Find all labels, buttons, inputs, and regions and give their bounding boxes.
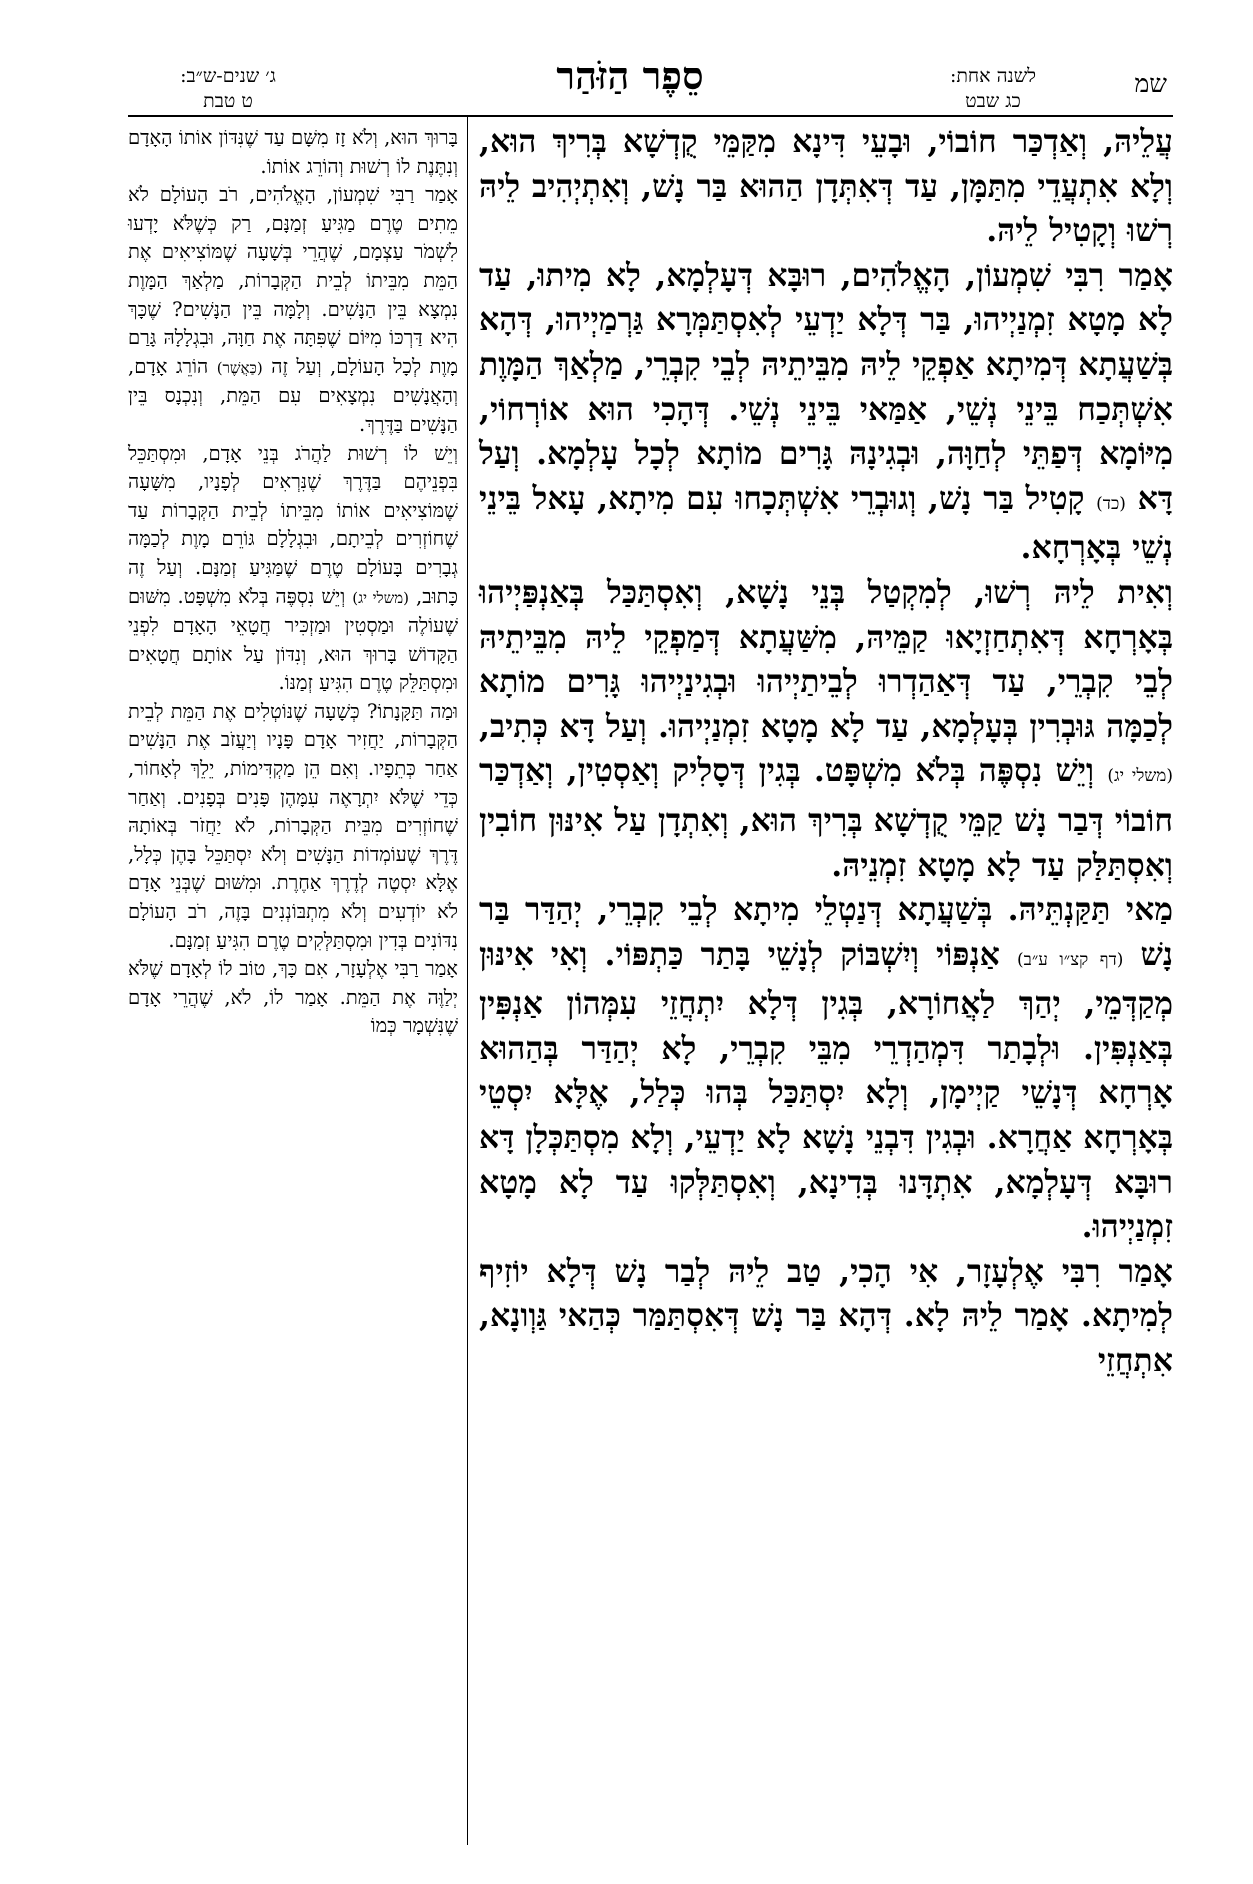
- book-title: סֵפֶר הַזֹּהַר: [556, 53, 704, 98]
- translation-text: אָמַר רַבִּי שִׁמְעוֹן, הָאֱלֹהִים, רֹב הָעוֹלָם לֹא מֵתִים טֶרֶם מַגִּיעַ זְמַנָּם, רַק כְּשֶׁלֹּא יָדְעוּ לִשְׁמֹר עַצְמָם, שֶׁהֲרֵי בְּשָׁעָה שֶׁמּוֹצִיאִים אֶת הַמֵּת מִבֵּיתוֹ לְבֵית הַקְּבָרוֹת, מַלְאַךְ הַמָּוֶת נִמְצָא בֵּין הַנָּשִׁים. וְלָמָּה בֵּין הַנָּשִׁים? שֶׁכָּךְ הִיא דַּרְכּוֹ מִיּוֹם שֶׁפִּתָּה אֶת חַוָּה, וּבִגְלָלָהּ גָּרַם מָוֶת לְכָל הָעוֹלָם, וְעַל זֶה: [128, 183, 459, 378]
- main-text: וְיֵשׁ נִסְפֶּה בְּלֹא מִשְׁפָּט. בְּגִין דְּסָלִיק וְאַסְטִין, וְאַדְכַּר חוֹבוֹי דְּבַר נָשׁ קַמֵּי קֻדְשָׁא בְּרִיךְ הוּא, וְאִתְדָן עַל אִינּוּן חוֹבִין וְאִסְתַּלַּק עַד לָא מָטָא זִמְנֵיהּ.: [479, 752, 1173, 884]
- translation-text: בָּרוּךְ הוּא, וְלֹא זָז מִשָּׁם עַד שֶׁנִּדּוֹן אוֹתוֹ הָאָדָם וְנִתֶּנֶת לוֹ רְשׁוּת וְהוֹרֵג אוֹתוֹ.: [128, 126, 458, 178]
- main-paragraph: [479, 120, 1173, 254]
- main-text: מַאי תַּקַּנְתֵּיהּ. בְּשַׁעֲתָא דְּנַטְלֵי מִיתָא לְבֵי קִבְרֵי, יְהַדַּר בַּר נָשׁ: [479, 891, 1174, 973]
- translation-paragraph: [128, 440, 458, 698]
- translation-paragraph: [128, 181, 458, 439]
- main-text: אָמַר רִבִּי אֶלְעָזָר, אִי הָכִי, טַב לֵיהּ לְבַר נָשׁ דְּלָא יוֹזִיף לְמִיתָא. אָמַר לֵיהּ לָא. דְּהָא בַּר נָשׁ דְּאִסְתַּמַּר כְּהַאי גַּוְונָא, אִתְחֲזֵי: [479, 1252, 1173, 1380]
- schedule-three-years-date: ט טבת: [203, 90, 253, 112]
- translation-paragraph: [128, 955, 458, 1041]
- translation-paragraph: [128, 124, 458, 181]
- main-text: וְאִית לֵיהּ רְשׁוּ, לְמִקְטַל בְּנֵי נָשָׁא, וְאִסְתַּכַּל בְּאַנְפַּיְיהוּ בְּאָרְחָא דְּאִתְחַזְיָאוּ קַמֵּיהּ, מִשַּׁעֲתָא דְּמַפְקֵי לֵיהּ מִבֵּיתֵיהּ לְבֵי קִבְרֵי, עַד דְּאַהַדְרוּ לְבֵיתַיְיהוּ וּבְגִינַיְיהוּ גָּרִים מוֹתָא לְכַמָּה גּוּבְרִין בְּעָלְמָא, עַד לָא מָטָא זִמְנַיְיהוּ. וְעַל דָּא כְּתִיב,: [479, 573, 1173, 745]
- translation-text: אָמַר רַבִּי אֶלְעָזָר, אִם כָּךְ, טוֹב לוֹ לְאָדָם שֶׁלֹּא יְלַוֶּה אֶת הַמֵּת. אָמַר לוֹ, לֹא, שֶׁהֲרֵי אָדָם שֶׁנִּשְׁמָר כְּמוֹ: [128, 957, 458, 1038]
- verse-reference: (משלי יג): [352, 588, 409, 607]
- main-text: אַנְפּוֹי וְיִשְׁבּוֹק לְנָשֵׁי בָּתַר כַּתְפּוֹי. וְאִי אִינּוּן מְקַדְּמֵי, יְהַךְ לַאֲחוֹרָא, בְּגִין דְּלָא יִתְחֲזֵי עִמְּהוֹן אַנְפִּין בְּאַנְפִּין. וּלְבָתַר דִּמְהַדְרֵי מִבֵּי קִבְרֵי, לָא יְהַדַּר בְּהַהוּא אָרְחָא דְּנָשֵׁי קַיְימָן, וְלָא יִסְתַּכַּל בְּהוּ כְּלַל, אֶלָּא יִסְטֵי בְּאָרְחָא אַחֲרָא. וּבְגִין דִּבְנֵי נָשָׁא לָא יַדְעֵי, וְלָא מִסְתַּכְּלָן דָּא רוּבָּא דְּעָלְמָא, אִתְדָּנוּ בְּדִינָא, וְאִסְתַּלְּקוּ עַד לָא מָטָא זִמְנַיְיהוּ.: [479, 935, 1173, 1246]
- schedule-three-years-label: ג׳ שנים-ש״ב:: [180, 65, 276, 87]
- translation-text: הוֹרֵג אָדָם, וְהָאֲנָשִׁים נִמְצָאִים עִם הַמֵּת, וְנִכְנָס בֵּין הַנָּשִׁים בַּדֶּרֶךְ.: [128, 354, 458, 436]
- schedule-one-year: [873, 64, 1113, 114]
- header-rule: [128, 115, 1173, 117]
- main-paragraph: [479, 888, 1173, 1250]
- main-paragraph: [479, 1250, 1173, 1384]
- schedule-one-year-date: כג שבט: [965, 90, 1021, 112]
- parsha-tag: שמ: [1134, 69, 1167, 98]
- main-text: עֲלֵיהּ, וְאַדְכַּר חוֹבוֹי, וּבָעֵי דִּינָא מִקַּמֵּי קֻדְשָׁא בְּרִיךְ הוּא, וְלָא אִתְעֲדֵי מִתַּמָּן, עַד דְּאִתְּדָן הַהוּא בַּר נָשׁ, וְאִתְיְהִיב לֵיהּ רְשׁוּ וְקָטִיל לֵיהּ.: [479, 123, 1173, 250]
- main-paragraph: [479, 571, 1173, 888]
- translation-text: וּמַה תַּקָּנָתוֹ? כְּשָׁעָה שֶׁנּוֹטְלִים אֶת הַמֵּת לְבֵית הַקְּבָרוֹת, יַחֲזִיר אָדָם פָּנָיו וְיַעֲזֹב אֶת הַנָּשִׁים אַחַר כְּתֵפָיו. וְאִם הֵן מַקְדִּימוֹת, יֵלֵךְ לְאָחוֹר, כְּדֵי שֶׁלֹּא יִתְרָאֶה עִמָּהֶן פָּנִים בְּפָנִים. וְאַחַר שֶׁחוֹזְרִים מִבֵּית הַקְּבָרוֹת, לֹא יַחֲזֹר בְּאוֹתָהּ דֶּרֶךְ שֶׁעוֹמְדוֹת הַנָּשִׁים וְלֹא יִסְתַּכֵּל בָּהֶן כְּלָל, אֶלָּא יִסְטֶה לְדֶרֶךְ אַחֶרֶת. וּמִשּׁוּם שֶׁבְּנֵי אָדָם לֹא יוֹדְעִים וְלֹא מִתְבּוֹנְנִים בָּזֶה, רֹב הָעוֹלָם נִדּוֹנִים בְּדִין וּמִסְתַּלְּקִים טֶרֶם הִגִּיעַ זְמַנָּם.: [128, 699, 458, 952]
- translation-column: [128, 124, 458, 1041]
- column-divider: [467, 115, 468, 1845]
- translation-text: וְיֵשׁ נִסְפֶּה בְּלֹא מִשְׁפָּט. מִשּׁוּם שֶׁעוֹלֶה וּמַסְטִין וּמַזְכִּיר חֲטָאֵי הָאָדָם לִפְנֵי הַקָּדוֹשׁ בָּרוּךְ הוּא, וְנִדּוֹן עַל אוֹתָם חֲטָאִים וּמִסְתַּלֵּק טֶרֶם הִגִּיעַ זְמַנּוֹ.: [128, 584, 458, 695]
- page-header: [0, 0, 1253, 110]
- main-text-column: [479, 120, 1173, 1384]
- schedule-three-years: [128, 64, 328, 114]
- main-text: אָמַר רִבִּי שִׁמְעוֹן, הָאֱלֹהִים, רוּבָּא דְּעָלְמָא, לָא מִיתוּ, עַד לָא מָטָא זִמְנַיְיהוּ, בַּר דְּלָא יַדְעֵי לְאִסְתַּמְּרָא גַּרְמַיְיהוּ, דְּהָא בְּשַׁעֲתָא דְּמִיתָא אַפְקֵי לֵיהּ מִבֵּיתֵיהּ לְבֵי קִבְרֵי, מַלְאַךְ הַמָּוֶת אִשְׁתְּכַח בֵּינֵי נְשֵׁי, אַמַּאי בֵּינֵי נְשֵׁי. דְּהָכִי הוּא אוֹרְחוֹי, מִיּוֹמָא דְּפַתֵּי לְחַוָּה, וּבְגִינָהּ גָּרִים מוֹתָא לְכָל עָלְמָא. וְעַל דָּא: [479, 256, 1174, 517]
- verse-reference: (משלי יג): [1107, 766, 1174, 787]
- main-text: קָטִיל בַּר נָשׁ, וְגוּבְרֵי אִשְׁתְּכָחוּ עִם מִיתָא, עָאל בֵּינֵי נְשֵׁי בְּאָרְחָא.: [479, 479, 1173, 567]
- page-reference: (דף קצ״ו ע״ב): [1017, 949, 1124, 970]
- main-paragraph: [479, 254, 1173, 571]
- verse-reference: (כד): [1096, 493, 1126, 514]
- verse-reference: (כַּאֲשֶׁר): [216, 358, 263, 377]
- translation-text: וְיֵשׁ לוֹ רְשׁוּת לַהֲרֹג בְּנֵי אָדָם, וּמִסְתַּכֵּל בִּפְנֵיהֶם בַּדֶּרֶךְ שֶׁנִּרְאִים לְפָנָיו, מִשָּׁעָה שֶׁמּוֹצִיאִים אוֹתוֹ מִבֵּיתוֹ לְבֵית הַקְּבָרוֹת עַד שֶׁחוֹזְרִים לְבֵיתָם, וּבִגְלָלָם גּוֹרֵם מָוֶת לְכַמָּה גְבָרִים בָּעוֹלָם טֶרֶם שֶׁמַּגִּיעַ זְמַנָּם. וְעַל זֶה כָּתוּב,: [128, 441, 459, 608]
- schedule-one-year-label: לשנה אחת:: [949, 65, 1037, 87]
- translation-paragraph: [128, 698, 458, 955]
